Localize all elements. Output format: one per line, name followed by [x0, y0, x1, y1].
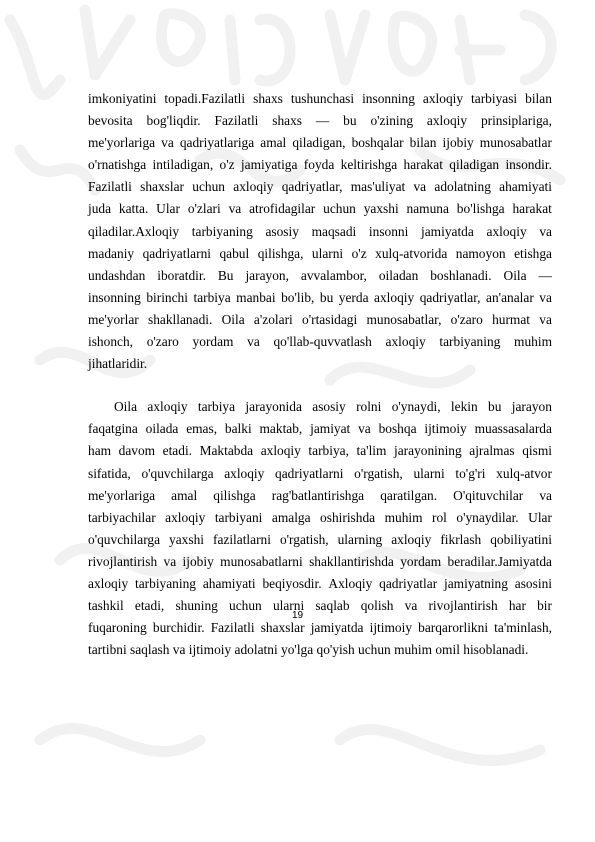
text-line: Fazilatli shaxslar uchun axloqiy qadriyatlar, mas'uliyat va adolatning ahamiyati	[88, 179, 552, 195]
text-line: tarbiyachilar axloqiy tarbiyani amalga oshirishda muhim rol o'ynaydilar. Ular	[88, 509, 552, 525]
text-line: qiladilar.Axloqiy tarbiyaning asosiy maqsadi insonni jamiyatda axloqiy va	[88, 223, 552, 239]
paragraph	[88, 88, 552, 375]
page-number: 19	[291, 610, 304, 621]
text-line: sifatida, o'quvchilarga axloqiy qadriyatlarni o'rgatish, ularni to'g'ri xulq-atvor	[88, 465, 552, 481]
text-line: me'yorlar shakllanadi. Oila a'zolari o'rtasidagi munosabatlar, o'zaro hurmat va	[88, 311, 552, 327]
text-line: fuqaroning burchidir. Fazilatli shaxslar jamiyatda ijtimoiy barqarorlikni ta'minlash,	[88, 620, 552, 636]
text-line: rivojlantirish va ijobiy munosabatlarni shakllantirishda yordam beradilar.Jamiyatda	[88, 553, 552, 569]
paragraph-gap	[88, 375, 552, 396]
text-line: bevosita bog'liqdir. Fazilatli shaxs — bu o'zining axloqiy prinsiplariga,	[88, 113, 552, 129]
text-line: ham davom etadi. Maktabda axloqiy tarbiya, ta'lim jarayonining ajralmas qismi	[88, 443, 552, 459]
text-line: me'yorlariga va qadriyatlariga amal qiladigan, boshqalar bilan ijobiy munosabatlar	[88, 135, 552, 151]
text-line: madaniy qadriyatlarni qabul qilishga, ularni o'z xulq-atvorida namoyon etishga	[88, 245, 552, 261]
document-body	[88, 88, 552, 661]
text-line: insonning birinchi tarbiya manbai bo'lib, bu yerda axloqiy qadriyatlar, an'analar va	[88, 289, 552, 305]
text-line: imkoniyatini topadi.Fazilatli shaxs tushunchasi insonning axloqiy tarbiyasi bilan	[88, 91, 552, 106]
text-line: me'yorlariga amal qilishga rag'batlantirishga qaratilgan. O'qituvchilar va	[88, 487, 552, 503]
text-line: o'quvchilarga yaxshi fazilatlarni o'rgatish, ularning axloqiy fikrlash qobiliyatini	[88, 531, 552, 547]
text-line: faqatgina oilada emas, balki maktab, jamiyat va boshqa ijtimoiy muassasalarda	[88, 421, 552, 437]
text-line: ishonch, o'zaro yordam va qo'llab-quvvatlash axloqiy tarbiyaning muhim	[88, 334, 552, 350]
text-line: axloqiy tarbiyaning ahamiyati beqiyosdir. Axloqiy qadriyatlar jamiyatning asosini	[88, 575, 552, 591]
text-line: undashdan iboratdir. Bu jarayon, avvalambor, oiladan boshlanadi. Oila —	[88, 267, 552, 283]
text-line: o'rnatishga intiladigan, o'z jamiyatiga foyda keltirishga harakat qiladigan insondir.	[88, 157, 552, 173]
text-line: juda katta. Ular o'zlari va atrofidagilar uchun yaxshi namuna bo'lishga harakat	[88, 201, 552, 217]
text-line: Oila axloqiy tarbiya jarayonida asosiy rolni o'ynaydi, lekin bu jarayon	[114, 399, 552, 415]
text-line: jihatlaridir.	[88, 356, 148, 372]
paragraph	[88, 396, 552, 661]
text-line: tashkil etadi, shuning uchun ularni saqlab qolish va rivojlantirish har bir	[88, 598, 552, 614]
text-line: tartibni saqlash va ijtimoiy adolatni yo'lga qo'yish uchun muhim omil hisoblanadi.	[88, 642, 529, 658]
